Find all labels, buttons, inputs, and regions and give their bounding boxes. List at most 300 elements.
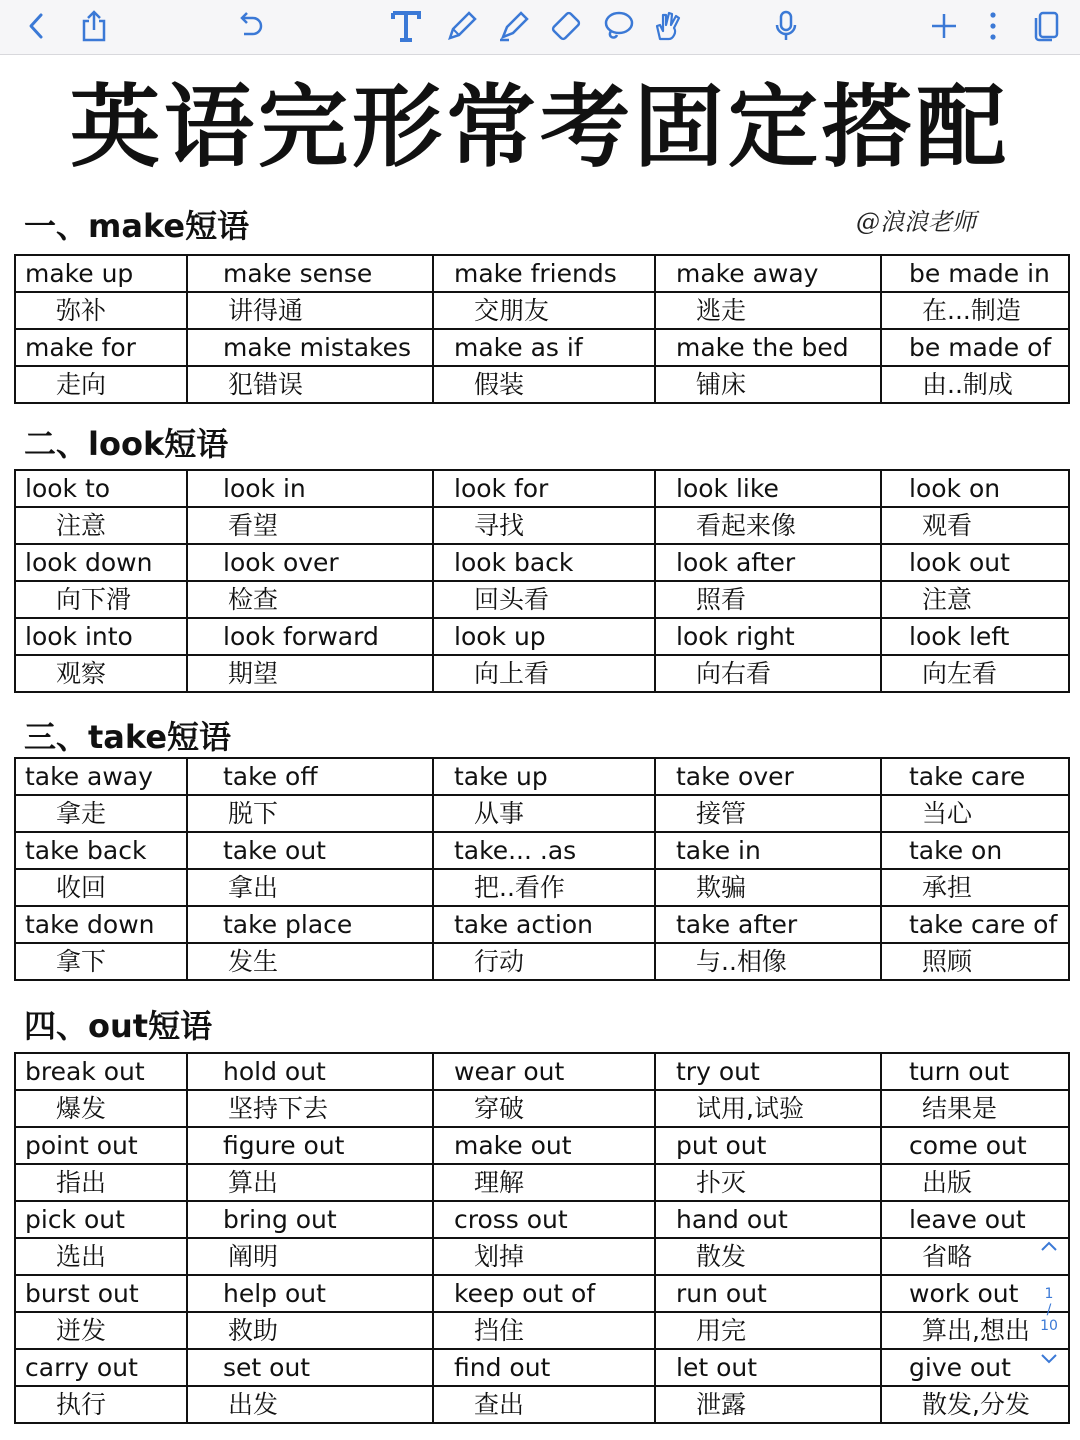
chinese-meaning: 向上看 — [474, 659, 550, 688]
english-phrase: burst out — [25, 1279, 139, 1308]
english-phrase: take out — [223, 836, 326, 865]
english-phrase: try out — [676, 1057, 760, 1086]
translation-cell — [433, 943, 655, 980]
phrase-cell — [187, 832, 433, 869]
phrase-cell — [655, 832, 881, 869]
english-phrase: set out — [223, 1353, 311, 1382]
translation-cell — [655, 581, 881, 618]
look-phrases-table — [14, 469, 1070, 693]
english-phrase: take care — [909, 762, 1026, 791]
translation-cell — [881, 655, 1069, 692]
english-phrase: pick out — [25, 1205, 125, 1234]
translation-cell — [881, 943, 1069, 980]
english-phrase: take over — [676, 762, 794, 791]
english-phrase: take... .as — [454, 836, 577, 865]
chinese-meaning: 走向 — [56, 370, 107, 399]
eraser-icon[interactable] — [546, 6, 586, 46]
chinese-meaning: 欺骗 — [696, 873, 747, 902]
chinese-meaning: 算出,想出 — [922, 1316, 1030, 1345]
phrase-cell — [433, 832, 655, 869]
phrase-cell — [655, 618, 881, 655]
phrase-cell — [881, 906, 1069, 943]
chinese-meaning: 检查 — [228, 585, 279, 614]
phrase-cell — [15, 255, 187, 292]
phrase-cell — [15, 906, 187, 943]
phrase-row — [15, 758, 1069, 795]
translation-cell — [15, 943, 187, 980]
phrase-cell — [881, 255, 1069, 292]
english-phrase: hold out — [223, 1057, 326, 1086]
phrase-cell — [433, 758, 655, 795]
phrase-cell — [15, 1201, 187, 1238]
chinese-meaning: 弥补 — [56, 296, 107, 325]
translation-cell — [881, 292, 1069, 329]
phrase-cell — [655, 1201, 881, 1238]
phrase-cell — [655, 329, 881, 366]
translation-row — [15, 1164, 1069, 1201]
translation-cell — [187, 1090, 433, 1127]
english-phrase: make the bed — [676, 333, 849, 362]
translation-cell — [433, 292, 655, 329]
highlighter-icon[interactable] — [494, 6, 534, 46]
phrase-row — [15, 329, 1069, 366]
english-phrase: bring out — [223, 1205, 337, 1234]
phrase-cell — [433, 1053, 655, 1090]
translation-row — [15, 1386, 1069, 1423]
chinese-meaning: 注意 — [56, 511, 107, 540]
chinese-meaning: 承担 — [922, 873, 973, 902]
back-chevron-icon[interactable] — [18, 6, 54, 46]
translation-cell — [881, 1090, 1069, 1127]
translation-cell — [655, 1090, 881, 1127]
translation-cell — [15, 1312, 187, 1349]
phrase-cell — [881, 1201, 1069, 1238]
phrase-cell — [187, 1349, 433, 1386]
phrase-cell — [881, 758, 1069, 795]
english-phrase: look out — [909, 548, 1010, 577]
chevron-down-icon[interactable] — [1040, 1352, 1058, 1364]
english-phrase: turn out — [909, 1057, 1010, 1086]
phrase-cell — [15, 544, 187, 581]
chinese-meaning: 指出 — [56, 1168, 107, 1197]
english-phrase: take back — [25, 836, 147, 865]
chinese-meaning: 在...制造 — [922, 296, 1021, 325]
phrase-cell — [881, 618, 1069, 655]
translation-cell — [187, 581, 433, 618]
translation-cell — [655, 869, 881, 906]
english-phrase: take care of — [909, 910, 1058, 939]
section-heading-make: 一、make短语 — [24, 207, 250, 245]
chinese-meaning: 假装 — [474, 370, 525, 399]
phrase-cell — [15, 1275, 187, 1312]
author-signature: @浪浪老师 — [856, 208, 976, 236]
translation-cell — [433, 1312, 655, 1349]
english-phrase: break out — [25, 1057, 145, 1086]
chinese-meaning: 向下滑 — [56, 585, 132, 614]
chinese-meaning: 铺床 — [696, 370, 747, 399]
phrase-cell — [433, 329, 655, 366]
translation-row — [15, 581, 1069, 618]
english-phrase: look right — [676, 622, 795, 651]
chinese-meaning: 用完 — [696, 1316, 747, 1345]
english-phrase: make friends — [454, 259, 617, 288]
chevron-up-icon[interactable] — [1040, 1240, 1058, 1252]
english-phrase: look left — [909, 622, 1010, 651]
chinese-meaning: 当心 — [922, 799, 973, 828]
microphone-icon[interactable] — [768, 6, 804, 46]
phrase-cell — [655, 1127, 881, 1164]
english-phrase: take away — [25, 762, 153, 791]
translation-row — [15, 1238, 1069, 1275]
phrase-cell — [881, 1053, 1069, 1090]
translation-row — [15, 655, 1069, 692]
translation-cell — [15, 655, 187, 692]
phrase-cell — [655, 544, 881, 581]
english-phrase: look for — [454, 474, 549, 503]
take-phrases-table — [14, 757, 1070, 981]
english-phrase: look over — [223, 548, 339, 577]
english-phrase: hand out — [676, 1205, 788, 1234]
translation-cell — [15, 507, 187, 544]
english-phrase: make for — [25, 333, 136, 362]
page-total: 10 — [1040, 1318, 1058, 1334]
chinese-meaning: 寻找 — [474, 511, 525, 540]
chinese-meaning: 接管 — [696, 799, 747, 828]
translation-cell — [15, 1386, 187, 1423]
translation-cell — [187, 366, 433, 403]
out-phrases-table — [14, 1052, 1070, 1424]
english-phrase: leave out — [909, 1205, 1026, 1234]
chinese-meaning: 脱下 — [228, 799, 279, 828]
translation-cell — [187, 292, 433, 329]
document-page — [0, 55, 1080, 1440]
english-phrase: be made of — [909, 333, 1052, 362]
chinese-meaning: 交朋友 — [474, 296, 550, 325]
chinese-meaning: 阐明 — [228, 1242, 279, 1271]
english-phrase: work out — [909, 1279, 1019, 1308]
chinese-meaning: 爆发 — [56, 1094, 107, 1123]
translation-cell — [655, 292, 881, 329]
section-heading-take: 三、take短语 — [24, 718, 232, 756]
phrase-cell — [433, 544, 655, 581]
english-phrase: look forward — [223, 622, 379, 651]
english-phrase: make up — [25, 259, 134, 288]
phrase-cell — [881, 470, 1069, 507]
translation-cell — [655, 1386, 881, 1423]
english-phrase: wear out — [454, 1057, 565, 1086]
translation-cell — [655, 1164, 881, 1201]
english-phrase: point out — [25, 1131, 138, 1160]
translation-cell — [881, 869, 1069, 906]
translation-cell — [433, 507, 655, 544]
phrase-row — [15, 1275, 1069, 1312]
chinese-meaning: 拿出 — [228, 873, 279, 902]
chinese-meaning: 拿下 — [56, 947, 107, 976]
chinese-meaning: 理解 — [474, 1168, 525, 1197]
phrase-cell — [655, 758, 881, 795]
phrase-cell — [15, 1053, 187, 1090]
phrase-row — [15, 1349, 1069, 1386]
translation-cell — [187, 869, 433, 906]
english-phrase: look in — [223, 474, 306, 503]
phrase-row — [15, 1201, 1069, 1238]
english-phrase: take down — [25, 910, 155, 939]
phrase-cell — [187, 618, 433, 655]
english-phrase: take on — [909, 836, 1003, 865]
phrase-cell — [655, 1053, 881, 1090]
translation-cell — [881, 366, 1069, 403]
chinese-meaning: 选出 — [56, 1242, 107, 1271]
chinese-meaning: 拿走 — [56, 799, 107, 828]
chinese-meaning: 扑灭 — [696, 1168, 747, 1197]
english-phrase: make sense — [223, 259, 373, 288]
chinese-meaning: 照顾 — [922, 947, 973, 976]
chinese-meaning: 查出 — [474, 1390, 525, 1419]
chinese-meaning: 坚持下去 — [228, 1094, 329, 1123]
phrase-row — [15, 470, 1069, 507]
translation-cell — [15, 1090, 187, 1127]
english-phrase: come out — [909, 1131, 1027, 1160]
page-current: 1 — [1044, 1286, 1054, 1302]
translation-cell — [15, 869, 187, 906]
phrase-cell — [187, 470, 433, 507]
chinese-meaning: 看望 — [228, 511, 279, 540]
translation-cell — [187, 1312, 433, 1349]
phrase-cell — [187, 1275, 433, 1312]
chinese-meaning: 泄露 — [696, 1390, 747, 1419]
translation-cell — [433, 1238, 655, 1275]
section-heading-out: 四、out短语 — [24, 1007, 213, 1045]
english-phrase: let out — [676, 1353, 758, 1382]
english-phrase: make as if — [454, 333, 583, 362]
page-separator: / — [1046, 1302, 1052, 1318]
phrase-cell — [881, 1127, 1069, 1164]
translation-row — [15, 943, 1069, 980]
translation-row — [15, 292, 1069, 329]
english-phrase: look after — [676, 548, 796, 577]
chinese-meaning: 照看 — [696, 585, 747, 614]
pencil-icon[interactable] — [442, 6, 482, 46]
phrase-cell — [187, 1201, 433, 1238]
phrase-cell — [15, 618, 187, 655]
phrase-cell — [433, 255, 655, 292]
phrase-cell — [187, 329, 433, 366]
chinese-meaning: 挡住 — [474, 1316, 525, 1345]
phrase-cell — [433, 470, 655, 507]
translation-cell — [187, 507, 433, 544]
text-tool-icon[interactable] — [386, 6, 426, 46]
share-icon[interactable] — [76, 6, 112, 46]
english-phrase: run out — [676, 1279, 767, 1308]
translation-cell — [655, 655, 881, 692]
chinese-meaning: 出版 — [922, 1168, 973, 1197]
translation-cell — [655, 1312, 881, 1349]
translation-cell — [187, 655, 433, 692]
chinese-meaning: 回头看 — [474, 585, 550, 614]
phrase-cell — [655, 470, 881, 507]
english-phrase: look like — [676, 474, 779, 503]
translation-cell — [15, 1238, 187, 1275]
english-phrase: look back — [454, 548, 574, 577]
app-toolbar — [0, 0, 1080, 55]
page-indicator[interactable] — [1034, 1240, 1064, 1400]
make-phrases-table — [14, 254, 1070, 404]
english-phrase: cross out — [454, 1205, 568, 1234]
english-phrase: take place — [223, 910, 353, 939]
chinese-meaning: 向右看 — [696, 659, 772, 688]
translation-cell — [433, 366, 655, 403]
phrase-cell — [433, 1275, 655, 1312]
chinese-meaning: 迸发 — [56, 1316, 107, 1345]
phrase-cell — [15, 470, 187, 507]
english-phrase: carry out — [25, 1353, 138, 1382]
english-phrase: take up — [454, 762, 548, 791]
translation-cell — [655, 1238, 881, 1275]
chinese-meaning: 出发 — [228, 1390, 279, 1419]
english-phrase: be made in — [909, 259, 1050, 288]
chinese-meaning: 行动 — [474, 947, 525, 976]
translation-row — [15, 795, 1069, 832]
phrase-cell — [881, 544, 1069, 581]
chinese-meaning: 划掉 — [474, 1242, 525, 1271]
chinese-meaning: 散发,分发 — [922, 1390, 1030, 1419]
translation-cell — [15, 366, 187, 403]
phrase-cell — [15, 329, 187, 366]
chinese-meaning: 算出 — [228, 1168, 279, 1197]
chinese-meaning: 与..相像 — [696, 947, 787, 976]
english-phrase: find out — [454, 1353, 551, 1382]
translation-cell — [655, 507, 881, 544]
chinese-meaning: 穿破 — [474, 1094, 525, 1123]
more-icon[interactable] — [978, 6, 1008, 46]
translation-cell — [881, 581, 1069, 618]
english-phrase: take off — [223, 762, 318, 791]
translation-row — [15, 869, 1069, 906]
phrase-row — [15, 544, 1069, 581]
translation-cell — [15, 795, 187, 832]
translation-cell — [433, 1386, 655, 1423]
phrase-cell — [433, 1201, 655, 1238]
chinese-meaning: 看起来像 — [696, 511, 797, 540]
translation-cell — [655, 366, 881, 403]
translation-cell — [187, 1386, 433, 1423]
phrase-cell — [655, 255, 881, 292]
pages-icon[interactable] — [1026, 6, 1066, 46]
english-phrase: look into — [25, 622, 133, 651]
translation-row — [15, 366, 1069, 403]
phrase-cell — [15, 758, 187, 795]
phrase-cell — [433, 906, 655, 943]
undo-icon[interactable] — [230, 6, 270, 46]
phrase-cell — [433, 1349, 655, 1386]
page-title: 英语完形常考固定搭配 — [70, 75, 1010, 180]
chinese-meaning: 执行 — [56, 1390, 107, 1419]
translation-cell — [881, 507, 1069, 544]
phrase-cell — [15, 1349, 187, 1386]
phrase-cell — [433, 1127, 655, 1164]
chinese-meaning: 结果是 — [922, 1094, 998, 1123]
translation-cell — [881, 795, 1069, 832]
translation-row — [15, 507, 1069, 544]
translation-cell — [433, 655, 655, 692]
chinese-meaning: 发生 — [228, 947, 279, 976]
chinese-meaning: 由..制成 — [922, 370, 1013, 399]
translation-cell — [433, 581, 655, 618]
translation-cell — [433, 1090, 655, 1127]
english-phrase: take action — [454, 910, 593, 939]
translation-cell — [655, 943, 881, 980]
chinese-meaning: 讲得通 — [228, 296, 304, 325]
phrase-row — [15, 906, 1069, 943]
english-phrase: figure out — [223, 1131, 345, 1160]
chinese-meaning: 从事 — [474, 799, 525, 828]
phrase-cell — [15, 832, 187, 869]
english-phrase: look on — [909, 474, 1001, 503]
translation-cell — [881, 1164, 1069, 1201]
phrase-row — [15, 255, 1069, 292]
translation-row — [15, 1312, 1069, 1349]
english-phrase: look to — [25, 474, 111, 503]
phrase-cell — [187, 758, 433, 795]
phrase-cell — [187, 1127, 433, 1164]
phrase-cell — [433, 618, 655, 655]
chinese-meaning: 注意 — [922, 585, 973, 614]
english-phrase: help out — [223, 1279, 326, 1308]
lasso-icon[interactable] — [598, 6, 638, 46]
translation-cell — [15, 1164, 187, 1201]
english-phrase: look up — [454, 622, 546, 651]
phrase-row — [15, 832, 1069, 869]
chinese-meaning: 犯错误 — [228, 370, 304, 399]
phrase-row — [15, 618, 1069, 655]
phrase-cell — [187, 906, 433, 943]
phrase-cell — [655, 906, 881, 943]
phrase-cell — [187, 1053, 433, 1090]
translation-cell — [433, 1164, 655, 1201]
translation-cell — [655, 795, 881, 832]
english-phrase: take in — [676, 836, 761, 865]
chinese-meaning: 逃走 — [696, 296, 747, 325]
phrase-cell — [187, 544, 433, 581]
hand-icon[interactable] — [648, 6, 688, 46]
chinese-meaning: 收回 — [56, 873, 107, 902]
translation-cell — [15, 292, 187, 329]
english-phrase: make away — [676, 259, 819, 288]
chinese-meaning: 试用,试验 — [696, 1094, 804, 1123]
english-phrase: take after — [676, 910, 798, 939]
phrase-cell — [187, 255, 433, 292]
translation-cell — [187, 1238, 433, 1275]
chinese-meaning: 向左看 — [922, 659, 998, 688]
translation-cell — [187, 795, 433, 832]
phrase-cell — [655, 1275, 881, 1312]
chinese-meaning: 散发 — [696, 1242, 747, 1271]
english-phrase: keep out of — [454, 1279, 596, 1308]
chinese-meaning: 期望 — [228, 659, 279, 688]
translation-cell — [433, 795, 655, 832]
plus-icon[interactable] — [926, 6, 962, 46]
chinese-meaning: 把..看作 — [474, 873, 565, 902]
english-phrase: make out — [454, 1131, 572, 1160]
chinese-meaning: 救助 — [228, 1316, 279, 1345]
phrase-cell — [881, 832, 1069, 869]
phrase-cell — [881, 329, 1069, 366]
phrase-cell — [15, 1127, 187, 1164]
translation-cell — [187, 943, 433, 980]
phrase-cell — [655, 1349, 881, 1386]
translation-row — [15, 1090, 1069, 1127]
phrase-row — [15, 1127, 1069, 1164]
